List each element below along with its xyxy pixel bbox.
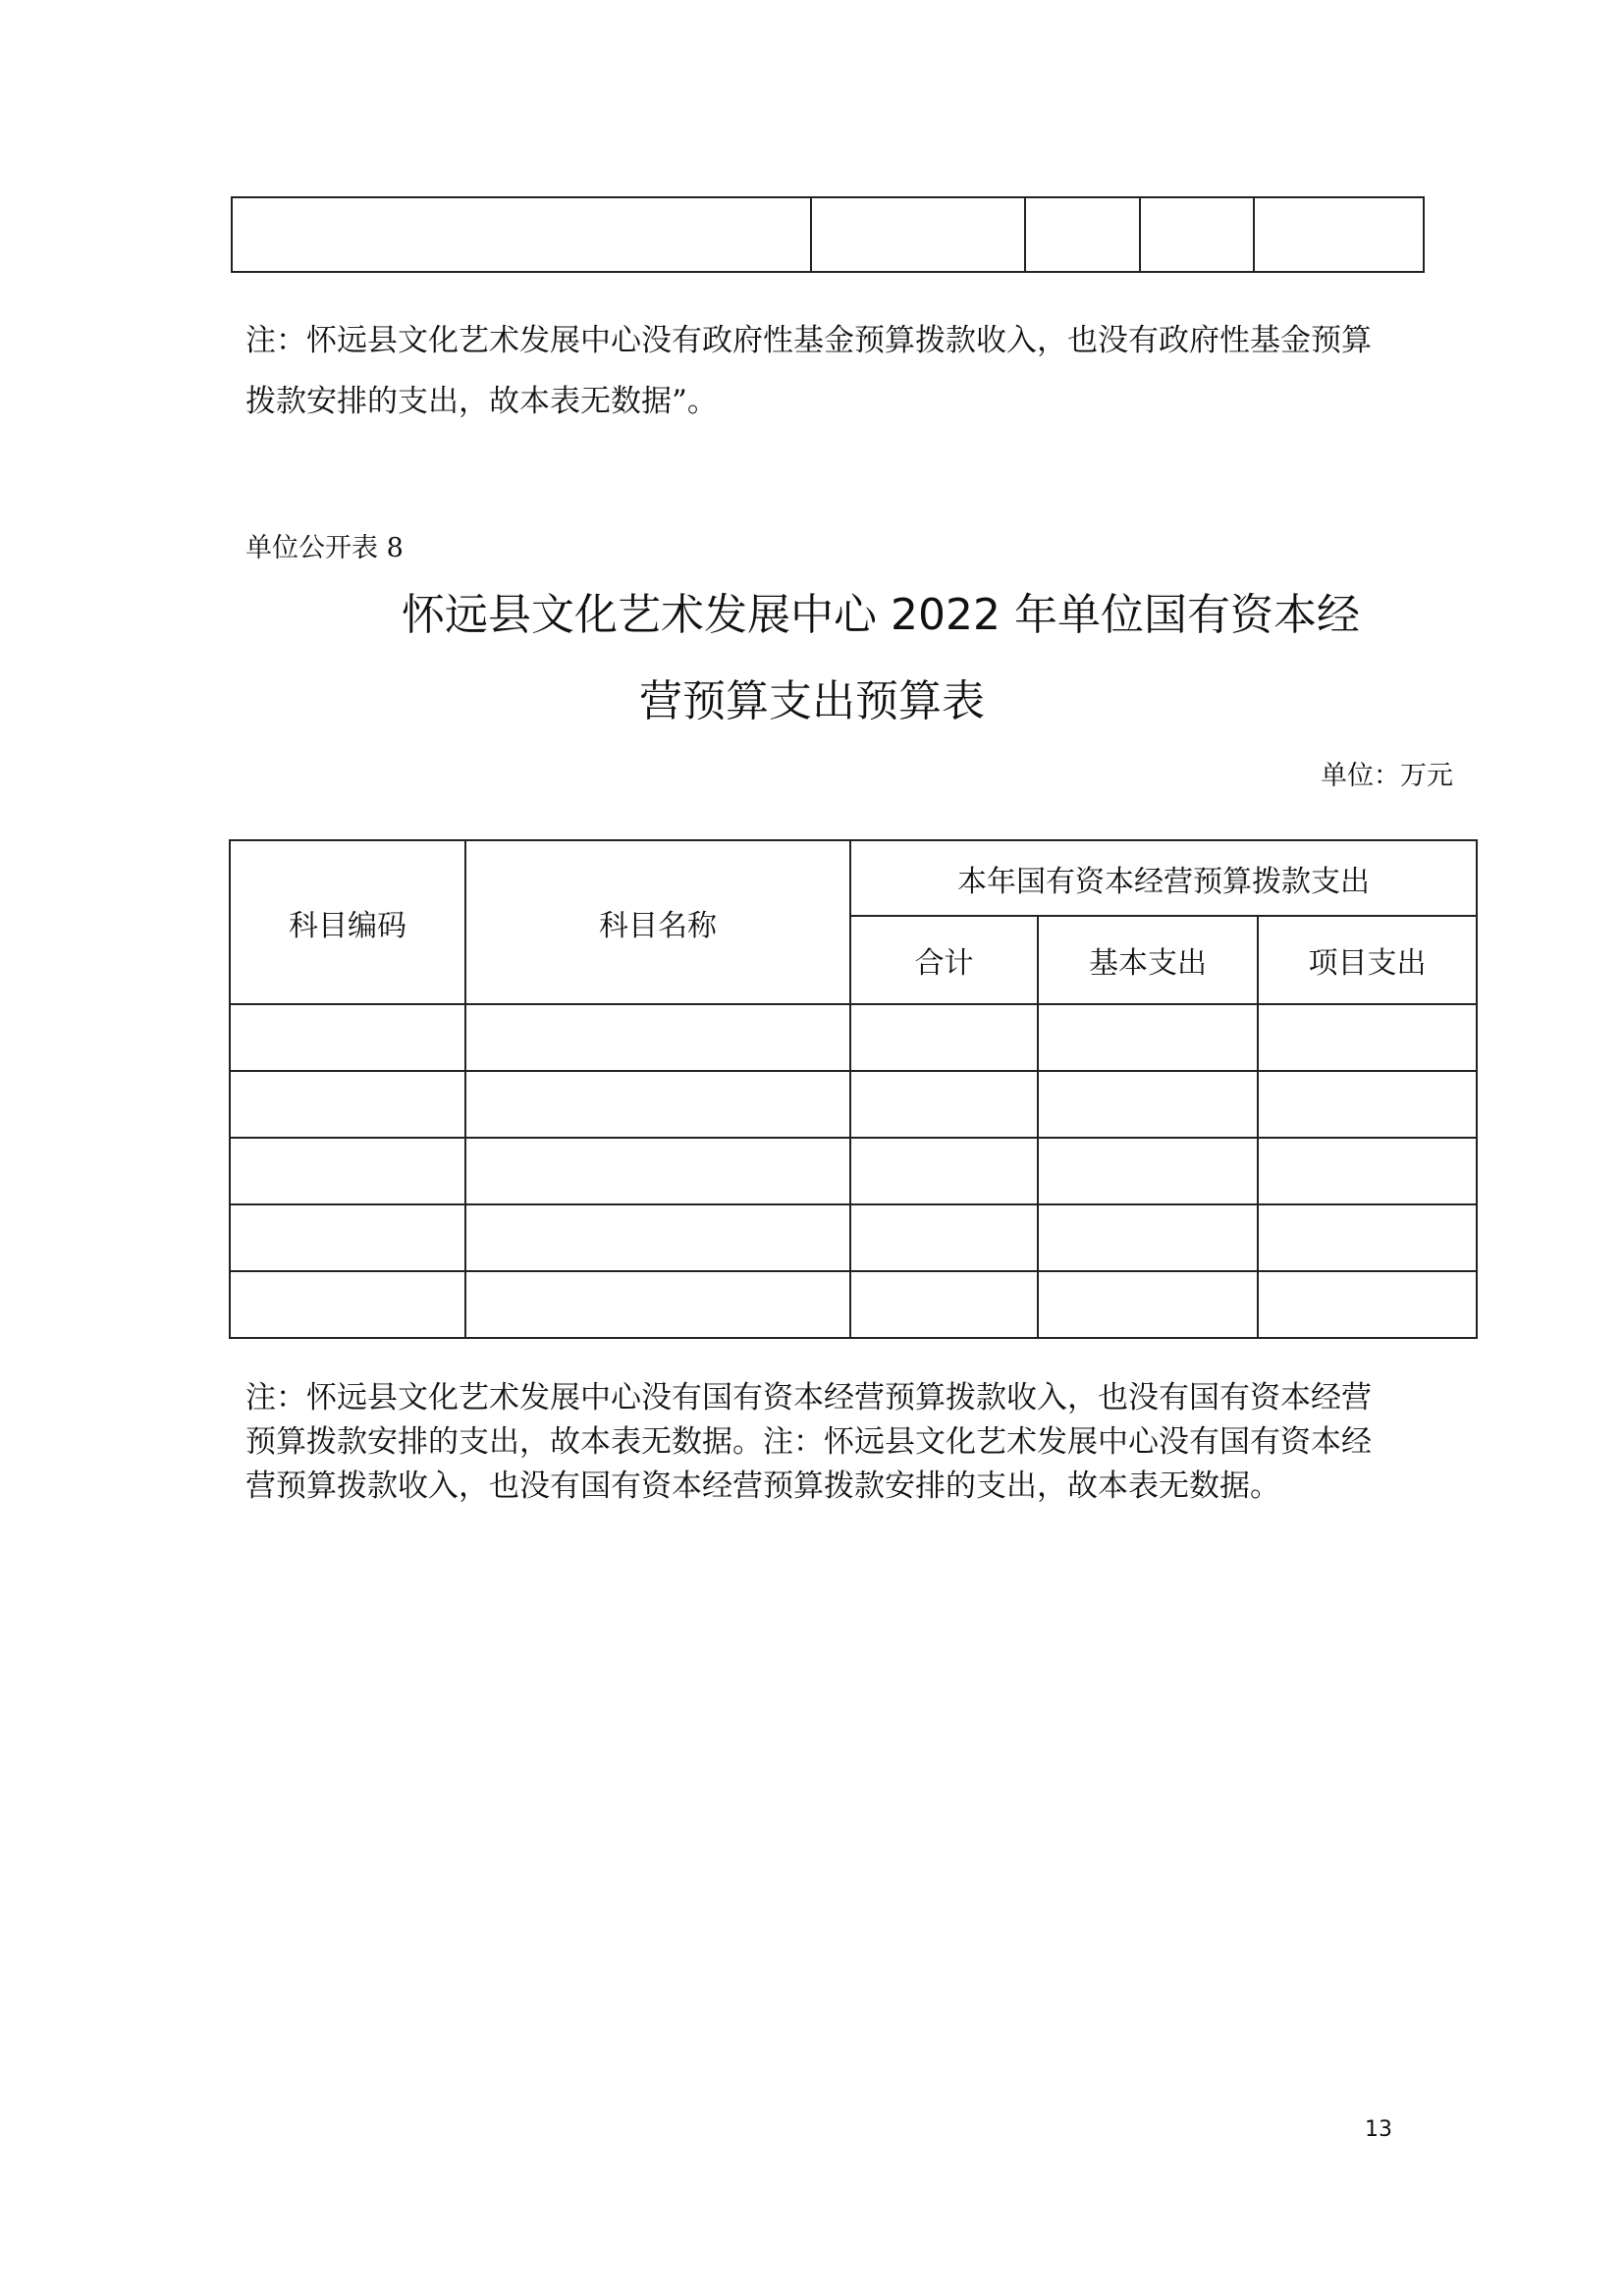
page-title-line2: 营预算支出预算表 — [639, 676, 985, 726]
table-cell — [230, 1004, 465, 1071]
table-cell — [230, 1204, 465, 1271]
header-subject-name: 科目名称 — [465, 840, 850, 1004]
table-cell — [1254, 197, 1424, 272]
table-cell — [1038, 1004, 1258, 1071]
table-row — [230, 1071, 1477, 1138]
table-cell — [465, 1004, 850, 1071]
table-cell — [1038, 1204, 1258, 1271]
table-cell — [850, 1004, 1038, 1071]
table-cell — [465, 1071, 850, 1138]
table-cell — [465, 1138, 850, 1204]
header-basic-expenditure: 基本支出 — [1038, 916, 1258, 1004]
note-state-capital: 注：怀远县文化艺术发展中心没有国有资本经营预算拨款收入，也没有国有资本经营预算拨款安排的支出，故本表无数据。注：怀远县文化艺术发展中心没有国有资本经营预算拨款收入，也没有国有资本经营预算拨款安排的支出，故本表无数据。 — [245, 1380, 1372, 1504]
previous-table-tail — [231, 196, 1425, 273]
table-header-row — [230, 840, 1477, 916]
page-title-line1: 怀远县文化艺术发展中心 2022 年单位国有资本经 — [402, 590, 1360, 640]
form-label: 单位公开表 8 — [245, 533, 404, 563]
table-row — [230, 1004, 1477, 1071]
table-cell — [1038, 1271, 1258, 1338]
table-cell — [850, 1071, 1038, 1138]
table-cell — [1258, 1004, 1477, 1071]
table-cell — [1258, 1071, 1477, 1138]
table-cell — [1258, 1204, 1477, 1271]
table-cell — [1258, 1138, 1477, 1204]
table-cell — [465, 1271, 850, 1338]
table-cell — [1258, 1271, 1477, 1338]
table-cell — [230, 1138, 465, 1204]
table-cell — [811, 197, 1025, 272]
table-cell — [850, 1204, 1038, 1271]
table-row — [230, 1138, 1477, 1204]
budget-table — [229, 839, 1478, 1339]
table-row — [232, 197, 1424, 272]
table-cell — [230, 1271, 465, 1338]
table-row — [230, 1204, 1477, 1271]
header-project-expenditure: 项目支出 — [1258, 916, 1477, 1004]
page-number: 13 — [1365, 2117, 1392, 2142]
table-cell — [465, 1204, 850, 1271]
note-government-fund: 注：怀远县文化艺术发展中心没有政府性基金预算拨款收入，也没有政府性基金预算拨款安排的支出，故本表无数据”。 — [245, 323, 1372, 419]
table-cell — [850, 1138, 1038, 1204]
table-cell — [230, 1071, 465, 1138]
table-cell — [1025, 197, 1140, 272]
header-subject-code: 科目编码 — [230, 840, 465, 1004]
header-group-expenditure: 本年国有资本经营预算拨款支出 — [850, 840, 1477, 916]
header-total: 合计 — [850, 916, 1038, 1004]
table-cell — [1140, 197, 1254, 272]
table-cell — [1038, 1138, 1258, 1204]
unit-label: 单位：万元 — [1321, 761, 1453, 791]
table-cell — [850, 1271, 1038, 1338]
table-cell — [1038, 1071, 1258, 1138]
table-row — [230, 1271, 1477, 1338]
table-cell — [232, 197, 811, 272]
